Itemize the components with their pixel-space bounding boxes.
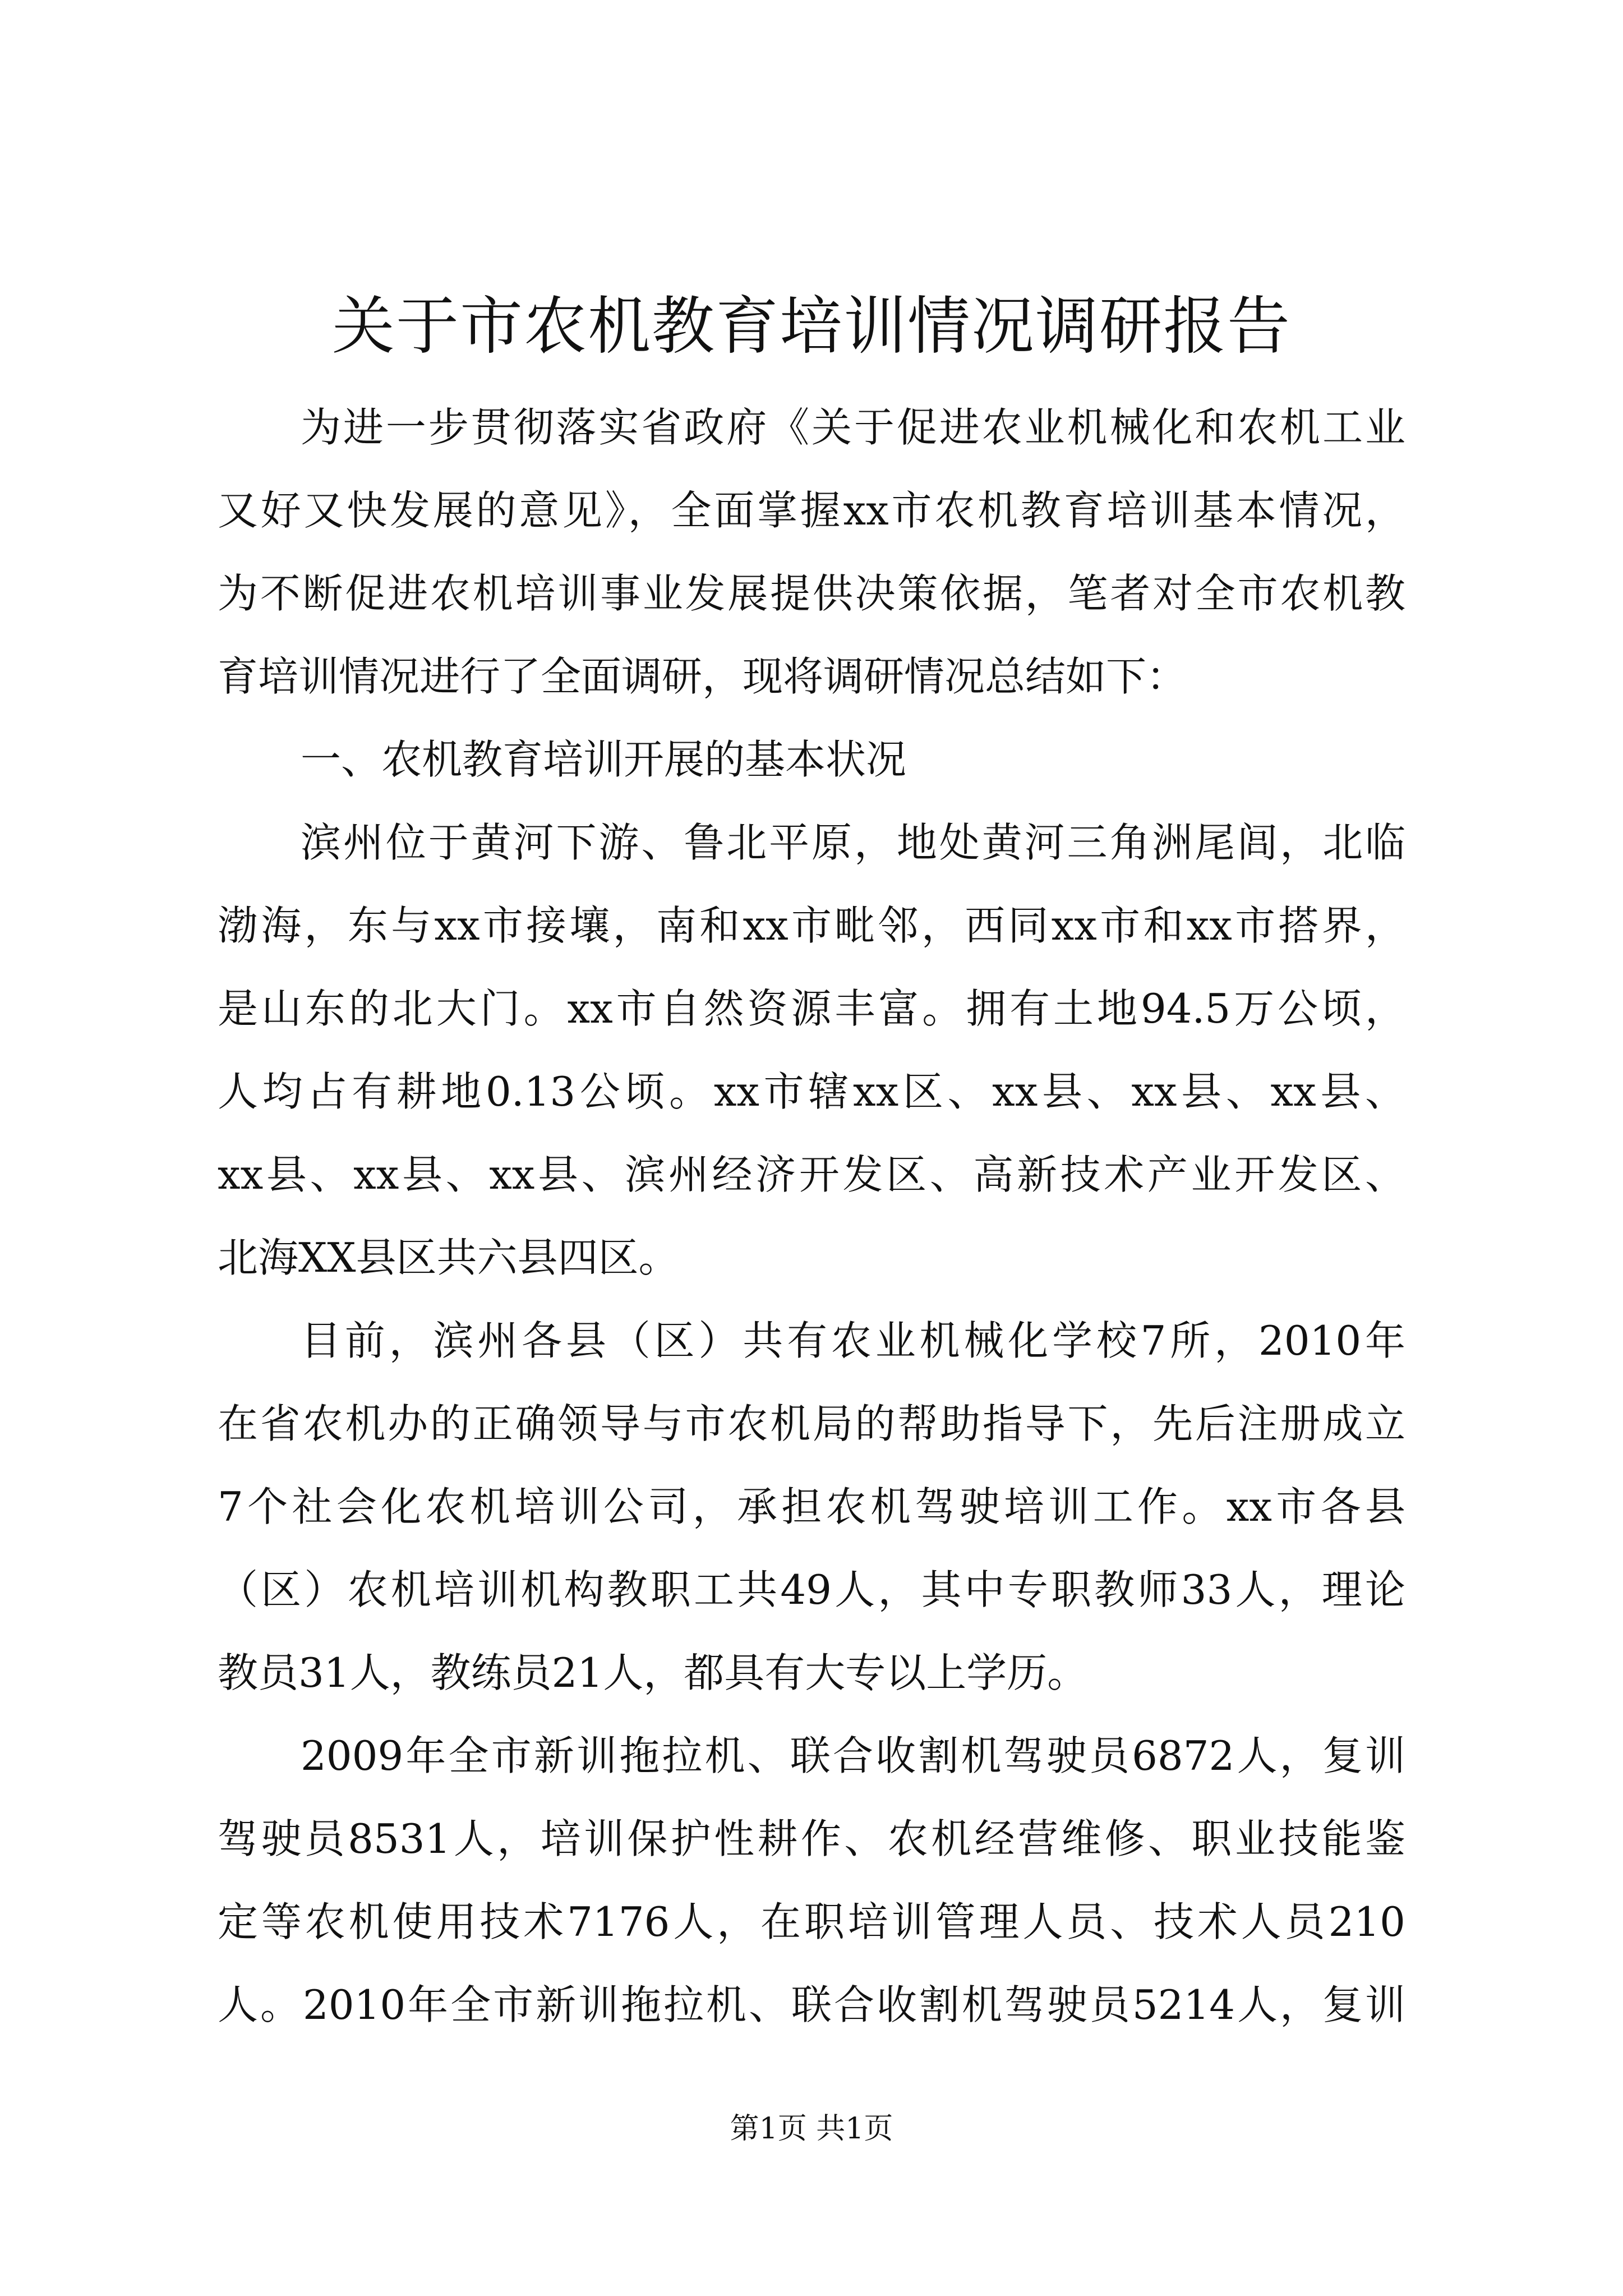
text-line: 一、农机教育培训开展的基本状况 (301, 736, 907, 783)
text-line: 为进一步贯彻落实省政府《关于促进农业机械化和农机工业 (301, 404, 1405, 451)
text-line: 是山东的北大门。xx市自然资源丰富。拥有土地94.5万公顷， (218, 985, 1405, 1032)
text-line: 驾驶员8531人，培训保护性耕作、农机经营维修、职业技能鉴 (218, 1815, 1405, 1862)
document-title: 关于市农机教育培训情况调研报告 (332, 290, 1291, 363)
text-line: 教员31人，教练员21人，都具有大专以上学历。 (218, 1649, 1088, 1696)
text-line: 目前，滨州各县（区）共有农业机械化学校7所，2010年 (301, 1317, 1405, 1364)
text-line: 7个社会化农机培训公司，承担农机驾驶培训工作。xx市各县 (218, 1483, 1405, 1530)
text-line: （区）农机培训机构教职工共49人，其中专职教师33人，理论 (218, 1566, 1405, 1613)
text-line: 为不断促进农机培训事业发展提供决策依据，笔者对全市农机教 (218, 570, 1405, 617)
text-line: 2009年全市新训拖拉机、联合收割机驾驶员6872人，复训 (301, 1732, 1405, 1779)
text-line: 渤海，东与xx市接壤，南和xx市毗邻，西同xx市和xx市搭界， (218, 902, 1405, 949)
document-body (218, 386, 1405, 2046)
text-line: 人。2010年全市新训拖拉机、联合收割机驾驶员5214人，复训 (218, 1981, 1405, 2028)
text-line: 又好又快发展的意见》，全面掌握xx市农机教育培训基本情况， (218, 487, 1405, 534)
page-footer: 第1页 共1页 (730, 2112, 893, 2146)
text-line: 滨州位于黄河下游、鲁北平原，地处黄河三角洲尾闾，北临 (301, 819, 1405, 866)
text-line: xx县、xx县、xx县、滨州经济开发区、高新技术产业开发区、 (218, 1151, 1405, 1198)
text-line: 人均占有耕地0.13公顷。xx市辖xx区、xx县、xx县、xx县、 (218, 1068, 1405, 1115)
text-line: 北海XX县区共六县四区。 (218, 1234, 679, 1281)
text-line: 育培训情况进行了全面调研，现将调研情况总结如下： (218, 653, 1187, 700)
text-line: 定等农机使用技术7176人，在职培训管理人员、技术人员210 (218, 1898, 1405, 1945)
text-line: 在省农机办的正确领导与市农机局的帮助指导下，先后注册成立 (218, 1400, 1405, 1447)
